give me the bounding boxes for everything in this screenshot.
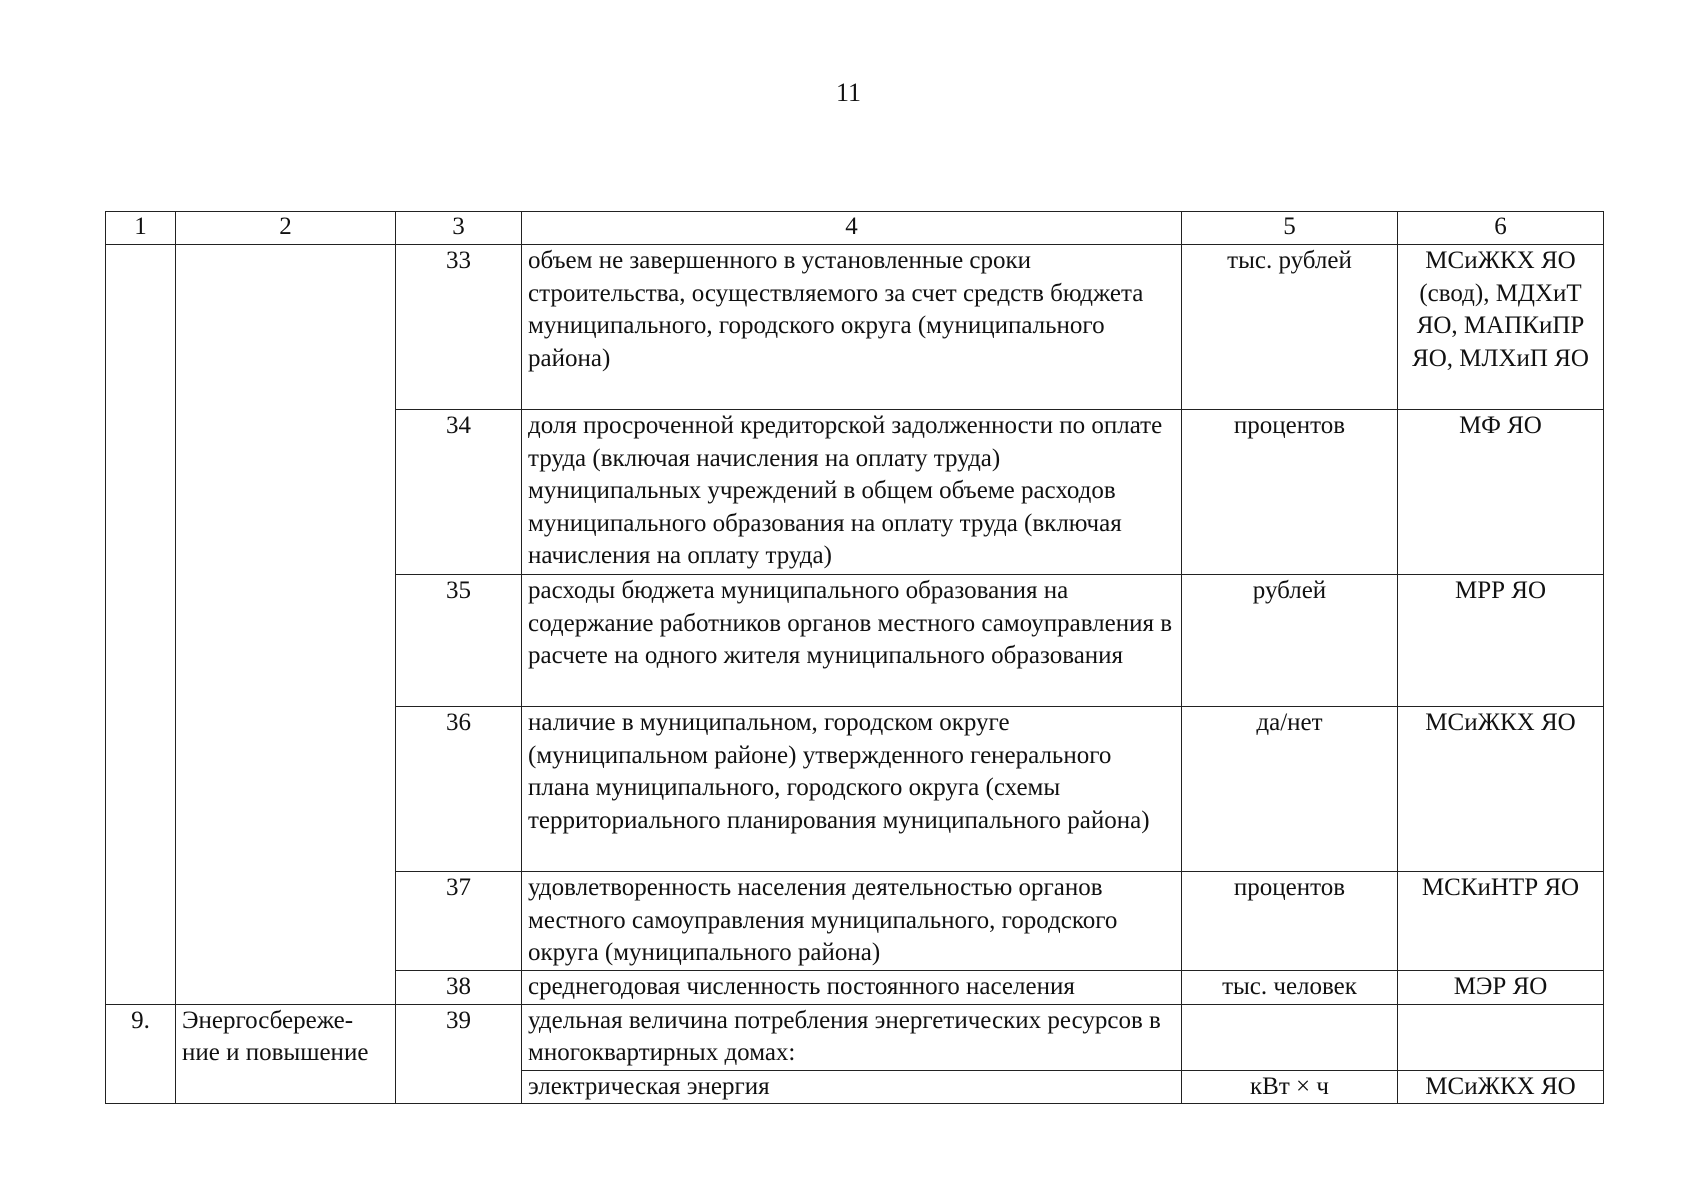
indicator-number: 33 bbox=[396, 245, 522, 410]
indicator-description: среднегодовая численность постоянного населения bbox=[522, 971, 1182, 1005]
indicator-responsible: МСиЖКХ ЯО bbox=[1398, 707, 1604, 872]
table-header-row bbox=[106, 212, 1604, 245]
indicator-number: 34 bbox=[396, 410, 522, 575]
indicator-description: удовлетворенность населения деятельностью органов местного самоуправления муниципального, городского округа (муниципального района) bbox=[522, 872, 1182, 971]
indicator-responsible: МСиЖКХ ЯО (свод), МДХиТ ЯО, МАПКиПР ЯО, МЛХиП ЯО bbox=[1398, 245, 1604, 410]
section-number-cell-empty bbox=[106, 245, 176, 1005]
indicator-unit: процентов bbox=[1182, 872, 1398, 971]
column-header: 5 bbox=[1182, 212, 1398, 245]
table-row bbox=[106, 245, 1604, 410]
indicator-number: 37 bbox=[396, 872, 522, 971]
indicator-responsible: МФ ЯО bbox=[1398, 410, 1604, 575]
indicator-description: наличие в муниципальном, городском округе (муниципальном районе) утвержденного генерального плана муниципального, городского округа (схемы территориального планирования муниципального района) bbox=[522, 707, 1182, 872]
indicator-unit bbox=[1182, 1004, 1398, 1070]
indicator-unit: процентов bbox=[1182, 410, 1398, 575]
column-header: 4 bbox=[522, 212, 1182, 245]
indicator-description: объем не завершенного в установленные сроки строительства, осуществляемого за счет средств бюджета муниципального, городского округа (муниципального района) bbox=[522, 245, 1182, 410]
indicator-responsible: МСиЖКХ ЯО bbox=[1398, 1070, 1604, 1104]
column-header: 2 bbox=[176, 212, 396, 245]
indicator-number: 35 bbox=[396, 575, 522, 707]
page-number: 11 bbox=[835, 78, 862, 107]
column-header: 1 bbox=[106, 212, 176, 245]
indicator-sub-description: электрическая энергия bbox=[522, 1070, 1182, 1104]
column-header: 3 bbox=[396, 212, 522, 245]
indicator-unit: тыс. человек bbox=[1182, 971, 1398, 1005]
indicator-responsible: МРР ЯО bbox=[1398, 575, 1604, 707]
section-name: Энергосбереже-ние и повышение bbox=[176, 1004, 396, 1104]
indicator-description: доля просроченной кредиторской задолженности по оплате труда (включая начисления на оплату труда) муниципальных учреждений в общем объеме расходов муниципального образования на оплату труда (включая начисления на оплату труда) bbox=[522, 410, 1182, 575]
column-header: 6 bbox=[1398, 212, 1604, 245]
indicator-responsible: МЭР ЯО bbox=[1398, 971, 1604, 1005]
indicator-description: удельная величина потребления энергетических ресурсов в многоквартирных домах: bbox=[522, 1004, 1182, 1070]
indicator-number: 38 bbox=[396, 971, 522, 1005]
indicator-unit: тыс. рублей bbox=[1182, 245, 1398, 410]
indicators-table bbox=[105, 211, 1604, 1104]
indicator-unit: да/нет bbox=[1182, 707, 1398, 872]
indicator-responsible: МСКиНТР ЯО bbox=[1398, 872, 1604, 971]
indicator-number: 39 bbox=[396, 1004, 522, 1104]
indicator-responsible bbox=[1398, 1004, 1604, 1070]
indicator-unit: рублей bbox=[1182, 575, 1398, 707]
indicator-unit: кВт × ч bbox=[1182, 1070, 1398, 1104]
indicator-description: расходы бюджета муниципального образования на содержание работников органов местного самоуправления в расчете на одного жителя муниципального образования bbox=[522, 575, 1182, 707]
indicator-number: 36 bbox=[396, 707, 522, 872]
table-row bbox=[106, 1004, 1604, 1070]
section-number: 9. bbox=[106, 1004, 176, 1104]
section-name-cell-empty bbox=[176, 245, 396, 1005]
